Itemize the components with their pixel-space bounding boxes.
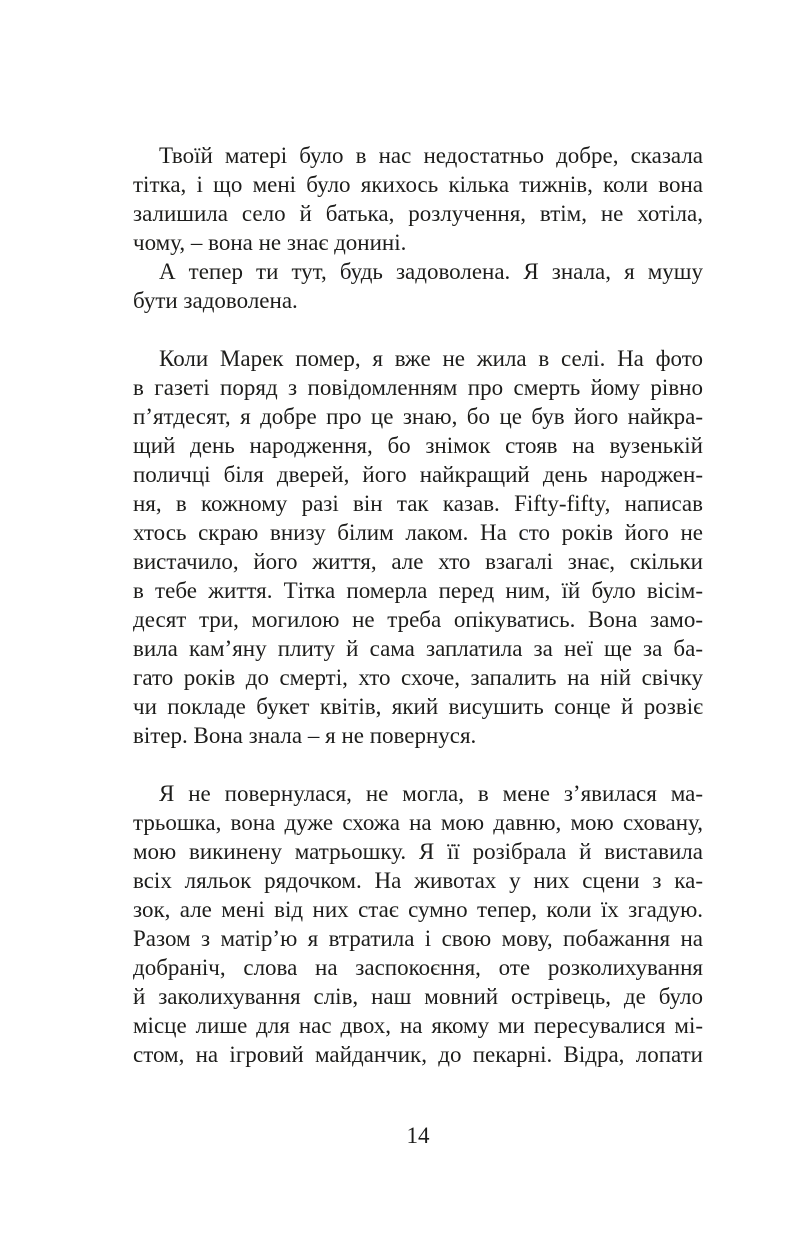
text-line: чи покладе букет квітів, який висушить сонце й розвіє — [133, 694, 703, 719]
text-line: залишила село й батька, розлучення, втім, не хотіла, — [133, 201, 703, 226]
text-line: А тепер ти тут, будь задоволена. Я знала, я мушу — [159, 259, 703, 284]
text-line: мою викинену матрьошку. Я її розібрала й виставила — [133, 839, 703, 864]
paragraph — [133, 779, 703, 1069]
text-line: Разом з матір’ю я втратила і свою мову, побажання на — [133, 926, 703, 951]
text-line: трьошка, вона дуже схожа на мою давню, мою сховану, — [133, 810, 703, 835]
text-line: місце лише для нас двох, на якому ми пересувалися мі- — [133, 1013, 703, 1038]
text-line: поличці біля дверей, його найкращий день народжен- — [133, 462, 703, 487]
text-line: десят три, могилою не треба опікуватись. Вона замо- — [133, 607, 703, 632]
paragraph — [133, 257, 703, 315]
text-line: вітер. Вона знала – я не повернуся. — [133, 723, 477, 748]
paragraph — [133, 141, 703, 257]
text-line: щий день народження, бо знімок стояв на вузенькій — [133, 433, 703, 458]
text-line: вила кам’яну плиту й сама заплатила за неї ще за ба- — [133, 636, 703, 661]
text-line: Твоїй матері було в нас недостатньо добре, сказала — [159, 143, 703, 168]
text-line: ня, в кожному разі він так казав. Fifty-fifty, написав — [133, 491, 703, 516]
text-line: п’ятдесят, я добре про це знаю, бо це був його найкра- — [133, 404, 703, 429]
text-line: всіх ляльок рядочком. На животах у них сцени з ка- — [133, 868, 703, 893]
text-block — [133, 141, 703, 1069]
text-line: стом, на ігровий майданчик, до пекарні. Відра, лопати — [133, 1042, 703, 1067]
text-line: тітка, і що мені було якихось кілька тижнів, коли вона — [133, 172, 703, 197]
text-line: гато років до смерті, хто схоче, запалить на ній свічку — [133, 665, 703, 690]
text-line: й заколихування слів, наш мовний острівець, де було — [133, 984, 703, 1009]
page-number: 14 — [406, 1123, 430, 1148]
text-line: Коли Марек помер, я вже не жила в селі. На фото — [159, 346, 703, 371]
text-line: зок, але мені від них стає сумно тепер, коли їх згадую. — [133, 897, 703, 922]
text-line: в газеті поряд з повідомленням про смерть йому рівно — [133, 375, 703, 400]
text-line: бути задоволена. — [133, 288, 298, 313]
text-line: хтось скраю внизу білим лаком. На сто років його не — [133, 520, 703, 545]
text-line: в тебе життя. Тітка померла перед ним, їй було вісім- — [133, 578, 703, 603]
text-line: добраніч, слова на заспокоєння, оте розколихування — [133, 955, 703, 980]
text-line: вистачило, його життя, але хто взагалі знає, скільки — [133, 549, 703, 574]
text-line: чому, – вона не знає донині. — [133, 230, 407, 255]
text-line: Я не повернулася, не могла, в мене з’явилася ма- — [159, 781, 703, 806]
paragraph — [133, 344, 703, 750]
